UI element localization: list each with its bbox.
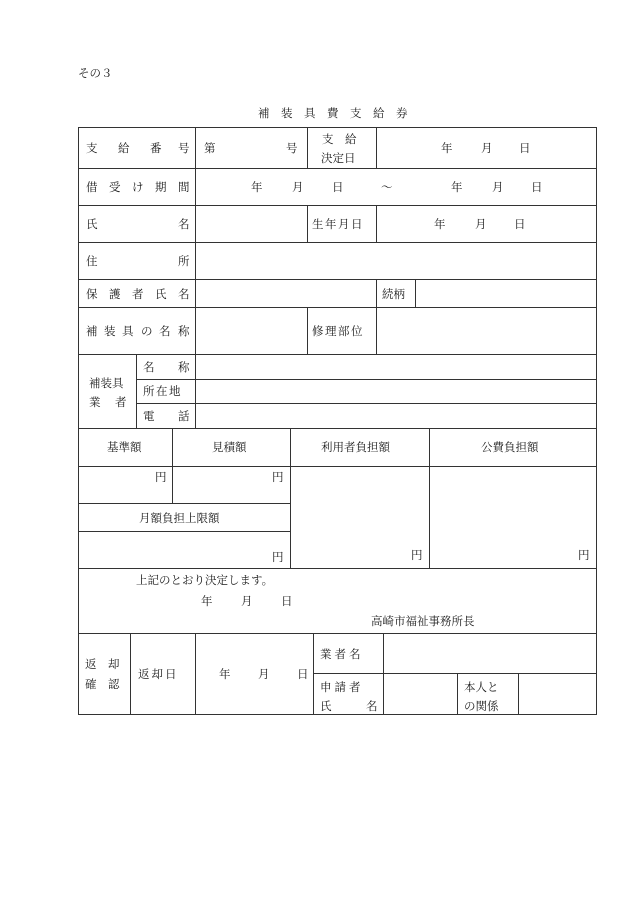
decision-statement: 上記のとおり決定します。	[136, 573, 274, 587]
rental-start-day: 日	[332, 180, 344, 194]
applicant-label-bottom-right: 名	[366, 699, 378, 713]
rental-end-year: 年	[451, 180, 463, 194]
return-date-label: 返却日	[138, 667, 179, 681]
vendor-label-bottom-right: 者	[115, 395, 127, 409]
return-confirm-top: 返 却	[85, 657, 120, 671]
name-label-left: 氏	[86, 217, 98, 231]
form-title: 補 装 具 費 支 給 券	[258, 106, 408, 120]
return-confirm-bottom: 確 認	[85, 677, 120, 691]
applicant-label-bottom-left: 氏	[320, 699, 332, 713]
decision-date-month: 月	[481, 141, 493, 155]
estimate-amount-header: 見積額	[212, 440, 247, 454]
rental-start-year: 年	[251, 180, 263, 194]
vendor-phone-left: 電	[143, 409, 155, 423]
rental-start-month: 月	[292, 180, 304, 194]
payment-number-label-2: 給	[118, 141, 130, 155]
vendor-label-bottom-left: 業	[89, 395, 101, 409]
decision-month: 月	[241, 594, 253, 608]
vendor-name-left: 名	[143, 360, 155, 374]
guardian-label-5: 名	[178, 287, 190, 301]
vendor-name-right: 称	[178, 360, 190, 374]
monthly-cap-label: 月額負担上限額	[139, 511, 220, 525]
return-year: 年	[219, 667, 231, 681]
payment-number-prefix: 第	[204, 141, 216, 155]
vendor-phone-right: 話	[178, 409, 190, 423]
decision-day: 日	[281, 594, 293, 608]
guardian-label-3: 者	[132, 287, 144, 301]
device-label-1: 補	[86, 324, 98, 338]
birth-month: 月	[475, 217, 487, 231]
guardian-label-4: 氏	[155, 287, 167, 301]
return-day: 日	[297, 667, 309, 681]
guardian-label-2: 護	[109, 287, 121, 301]
repair-part-label: 修理部位	[312, 324, 364, 338]
device-label-2: 装	[104, 324, 116, 338]
address-label-right: 所	[178, 254, 190, 268]
form-number: その３	[78, 66, 113, 80]
address-label-left: 住	[86, 254, 98, 268]
relation-label: 続柄	[382, 287, 405, 301]
payment-number-label-4: 号	[178, 141, 190, 155]
payment-number-label-1: 支	[86, 141, 98, 155]
standard-amount-header: 基準額	[107, 440, 142, 454]
rental-period-label-3: け	[132, 180, 144, 194]
standard-amount-yen: 円	[155, 470, 167, 484]
decision-date-label-bottom: 決定日	[321, 151, 356, 165]
birthdate-label: 生年月日	[312, 217, 364, 231]
public-burden-yen: 円	[578, 548, 590, 562]
vendor-name-field-label: 業者名	[320, 647, 364, 661]
device-label-4: の	[141, 324, 153, 338]
public-burden-header: 公費負担額	[481, 440, 539, 454]
device-label-3: 具	[122, 324, 134, 338]
rental-period-label-4: 期	[155, 180, 167, 194]
rental-period-label-5: 間	[178, 180, 190, 194]
estimate-amount-yen: 円	[272, 470, 284, 484]
payment-number-label-3: 番	[150, 141, 162, 155]
vendor-location-label: 所在地	[143, 384, 182, 398]
vendor-label-top: 補装具	[89, 376, 124, 390]
rental-period-label-1: 借	[86, 180, 98, 194]
rental-period-tilde: ～	[381, 180, 393, 194]
decision-year: 年	[201, 594, 213, 608]
decision-date-label-top: 支 給	[322, 132, 357, 146]
birth-year: 年	[434, 217, 446, 231]
return-month: 月	[258, 667, 270, 681]
name-label-right: 名	[178, 217, 190, 231]
relation-to-self-bottom: の関係	[464, 699, 499, 713]
relation-to-self-top: 本人と	[464, 680, 499, 694]
device-label-6: 称	[178, 324, 190, 338]
signatory: 高崎市福祉事務所長	[371, 614, 475, 628]
birth-day: 日	[514, 217, 526, 231]
rental-end-month: 月	[492, 180, 504, 194]
applicant-label-top: 申請者	[320, 680, 364, 694]
user-burden-yen: 円	[411, 548, 423, 562]
decision-date-year: 年	[441, 141, 453, 155]
payment-number-suffix: 号	[286, 141, 298, 155]
monthly-cap-yen: 円	[272, 550, 284, 564]
rental-period-label-2: 受	[109, 180, 121, 194]
decision-date-day: 日	[519, 141, 531, 155]
device-label-5: 名	[159, 324, 171, 338]
guardian-label-1: 保	[86, 287, 98, 301]
rental-end-day: 日	[531, 180, 543, 194]
user-burden-header: 利用者負担額	[321, 440, 390, 454]
